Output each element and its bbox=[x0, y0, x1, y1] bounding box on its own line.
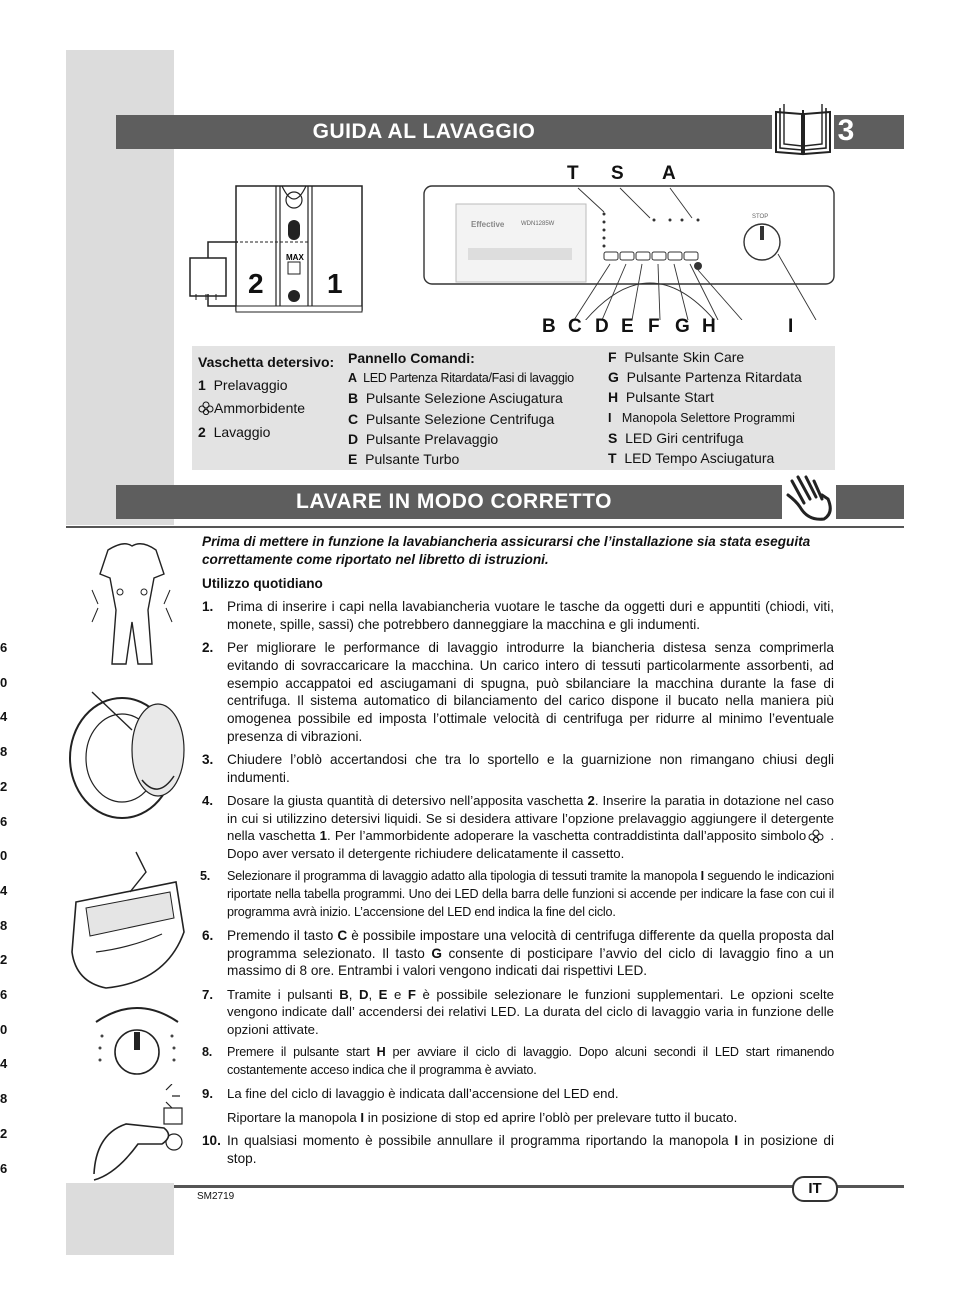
side-digit: 6 bbox=[0, 813, 8, 829]
control-panel-diagram bbox=[420, 184, 840, 320]
label-D: D bbox=[595, 316, 609, 337]
legend-panel-col: Pannello Comandi: A LED Partenza Ritardata/Fasi di lavaggio B Pulsante Selezione Asciugatura C Pulsante Selezione Centrifuga D Pulsante Prelavaggio E Pulsante Turbo bbox=[348, 350, 574, 468]
list-item: 5. Selezionare il programma di lavaggio adatto alla tipologia di tessuti tramite la manopola I seguendo le indicazioni riportate nella tabella programmi. Uno dei LED della barra delle funzioni si accende per indicare la fase con cui il programma avrà inizio. L’accensione del LED end indica la fine del ciclo. bbox=[200, 869, 834, 919]
side-digit: 6 bbox=[0, 1160, 8, 1176]
legend-panel-col-2: F Pulsante Skin Care G Pulsante Partenza Ritardata H Pulsante Start I Manopola Selettore Programmi S LED Giri centrifuga T LED Tempo Asciugatura bbox=[608, 349, 802, 467]
list-item: 3. Chiudere l’oblò accertandosi che tra lo sportello e la guarnizione non rimangano chiusi degli indumenti. bbox=[202, 751, 834, 785]
side-digit: 8 bbox=[0, 917, 8, 933]
side-digit: 0 bbox=[0, 848, 8, 864]
side-digit: 0 bbox=[0, 1021, 8, 1037]
label-T: T bbox=[567, 163, 579, 184]
left-gray-strip-bottom bbox=[66, 1183, 174, 1255]
label-I: I bbox=[788, 316, 794, 337]
svg-text:MAX: MAX bbox=[286, 253, 304, 262]
section-title: LAVARE IN MODO CORRETTO bbox=[296, 490, 612, 513]
softener-flower-icon bbox=[198, 401, 214, 415]
book-icon bbox=[772, 100, 834, 158]
intro-paragraph: Prima di mettere in funzione la lavabiancheria assicurarsi che l’installazione sia stata eseguita correttamente come riportato nel libretto di istruzioni. bbox=[202, 534, 811, 567]
list-item: 10. In qualsiasi momento è possibile annullare il programma riportando la manopola I in posizione di stop. bbox=[202, 1133, 834, 1166]
panel-model-text: WDN1285W bbox=[521, 221, 555, 227]
list-item: 1. Prima di inserire i capi nella lavabiancheria vuotare le tasche da oggetti duri e appuntiti (chiodi, viti, monete, spille, sassi) che potrebbero danneggiare la macchina e gli indumenti. bbox=[202, 599, 834, 632]
side-digit: 6 bbox=[0, 640, 8, 655]
language-badge: IT bbox=[792, 1176, 838, 1202]
doc-code: SM2719 bbox=[197, 1191, 235, 1202]
program-dial-illustration bbox=[82, 1000, 192, 1086]
page-title: GUIDA AL LAVAGGIO bbox=[312, 120, 536, 143]
side-digit: 2 bbox=[0, 952, 8, 968]
detergent-drawer-diagram bbox=[186, 182, 370, 322]
side-digit: 4 bbox=[0, 709, 8, 725]
side-digit: 2 bbox=[0, 778, 8, 794]
label-G: G bbox=[675, 316, 690, 337]
panel-brand-text: Effective bbox=[471, 220, 505, 229]
list-item: 2. Per migliorare le performance di lavaggio introdurre la biancheria distesa senza comprimerla evitando di sovraccaricare la macchina. Un carico intero di tessuti particolarmente assorbenti, ad esempio accappatoi ed asciugamani di spugna, può sbilanciare la macchina durante la fase di centrifuga. Il sistema automatico di bilanciamento del carico dispone il bucato nella maniera più omogenea possibile ed imposta l’ottimale velocità di centrifuga per ridurre al minimo l’eventuale presenza di vibrazioni. bbox=[202, 640, 834, 744]
label-C: C bbox=[568, 316, 582, 337]
label-E: E bbox=[621, 316, 634, 337]
detergent-drawer-illustration bbox=[66, 842, 192, 992]
side-digit: 2 bbox=[0, 1125, 8, 1141]
shirt-pockets-illustration bbox=[84, 530, 180, 670]
legend-panel-title: Pannello Comandi: bbox=[348, 350, 475, 366]
list-item: 9. La fine del ciclo di lavaggio è indicata dall’accensione del LED end. bbox=[202, 1086, 619, 1102]
drawer-number-1: 1 bbox=[327, 268, 343, 299]
page-number: 3 bbox=[837, 114, 855, 147]
subtitle: Utilizzo quotidiano bbox=[202, 576, 323, 592]
side-digit: 0 bbox=[0, 674, 8, 690]
legend-drawer-title: Vaschetta detersivo: bbox=[198, 354, 335, 370]
finger-start-illustration bbox=[86, 1084, 196, 1184]
side-digit: 4 bbox=[0, 882, 8, 898]
side-digit: 4 bbox=[0, 1056, 8, 1072]
list-item: 8. Premere il pulsante start H per avviare il ciclo di lavaggio. Dopo alcuni secondi il LED start rimanendo costantemente acceso indica che il programma è avviato. bbox=[202, 1045, 834, 1078]
drawer-number-2: 2 bbox=[248, 268, 264, 299]
legend-box bbox=[192, 346, 835, 470]
label-A: A bbox=[662, 163, 676, 184]
list-item: Riportare la manopola I in posizione di stop ed aprire l’oblò per prelevare tutto il bucato. bbox=[227, 1109, 738, 1125]
side-digit: 8 bbox=[0, 1091, 8, 1107]
panel-dial-stop: STOP bbox=[752, 214, 769, 220]
label-S: S bbox=[611, 163, 624, 184]
section-rule bbox=[66, 526, 904, 528]
softener-flower-icon bbox=[806, 829, 826, 843]
label-F: F bbox=[648, 316, 660, 337]
list-item: 7. Tramite i pulsanti B, D, E e F è possibile selezionare le funzioni supplementari. Le opzioni scelte vengono indicate dall’ accendersi dei relativi LED. La durata del ciclo di lavaggio varia in funzione delle opzioni attivate. bbox=[202, 986, 834, 1038]
side-digit: 6 bbox=[0, 987, 8, 1002]
instructions-body bbox=[202, 533, 834, 1173]
list-item: 4. Dosare la giusta quantità di detersivo nell’apposita vaschetta 2. Inserire la paratia in dotazione nel caso in cui si utilizzino detersivi liquidi. Se si desidera attivare l’opzione prelavaggio aggiungere il detergente nella vaschetta 1. Per l’ammorbidente adoperare la vaschetta contraddistinta dall’apposito simbolo . Dopo aver versato il detergente richiudere delicatamente il cassetto. bbox=[202, 792, 834, 862]
legend-drawer-col: Vaschetta detersivo: 1 Prelavaggio Ammorbidente 2 Lavaggio bbox=[198, 354, 335, 440]
hand-icon bbox=[782, 473, 836, 525]
washer-door-illustration bbox=[62, 680, 192, 830]
list-item: 6. Premendo il tasto C è possibile impostare una velocità di centrifuga differente da quella proposta dal programma selezionato. Il tasto G consente di posticipare l’avvio del ciclo di lavaggio fino a un massimo di 8 ore. Entrambi i valori vengono indicati dai rispettivi LED. bbox=[202, 928, 834, 979]
side-digit: 8 bbox=[0, 744, 8, 760]
label-B: B bbox=[542, 316, 556, 337]
label-H: H bbox=[702, 316, 716, 337]
